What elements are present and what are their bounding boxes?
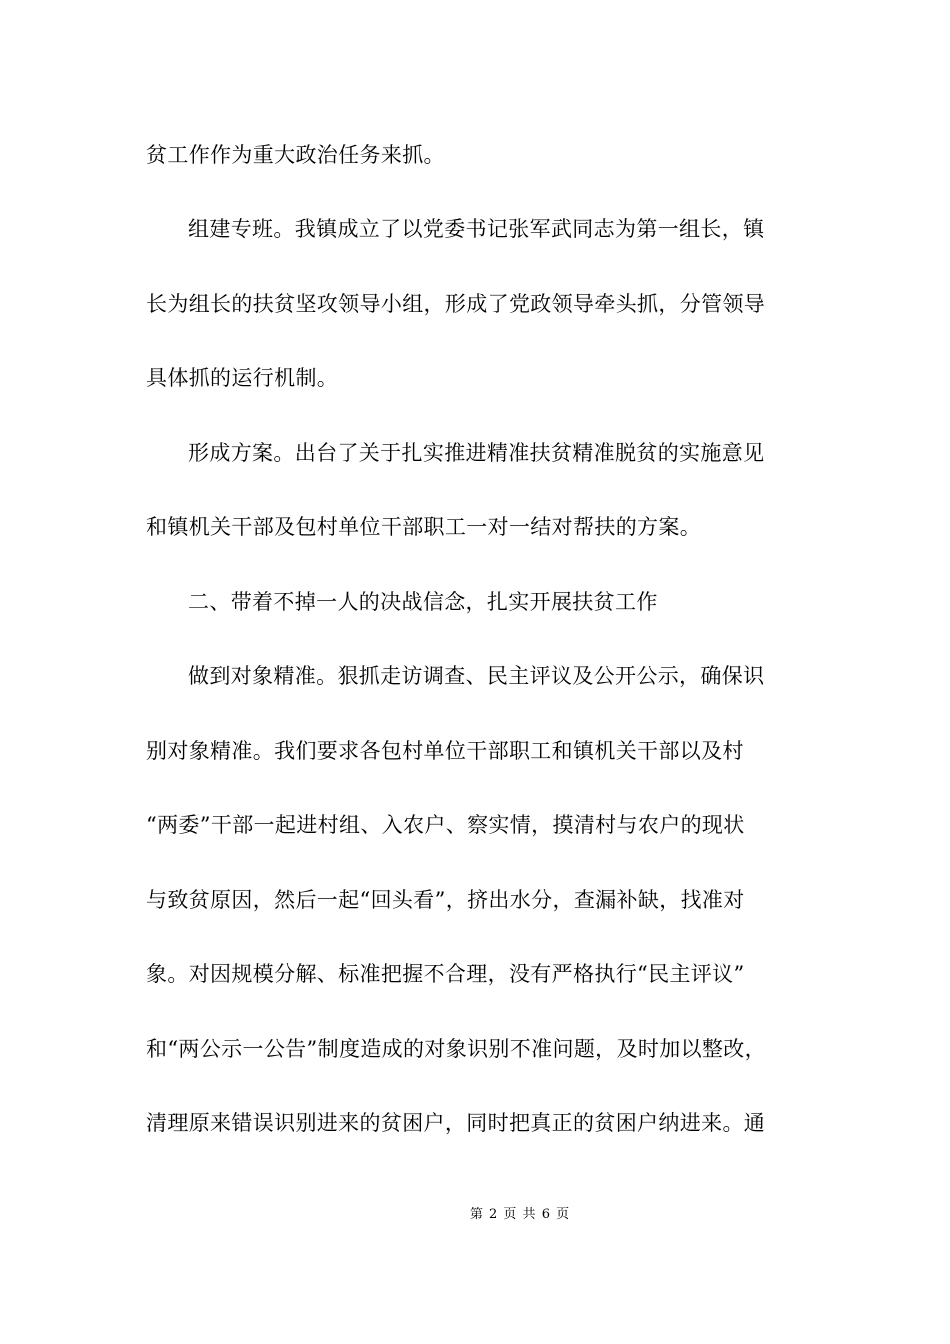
text-line: 组建专班。我镇成立了以党委书记张军武同志为第一组长，镇 <box>188 217 765 241</box>
text-line: 别对象精准。我们要求各包村单位干部职工和镇机关干部以及村 <box>146 739 744 763</box>
text-line: 象。对因规模分解、标准把握不合理，没有严格执行“民主评议” <box>146 962 745 986</box>
text-line: “两委”干部一起进村组、入农户、察实情，摸清村与农户的现状 <box>146 813 745 837</box>
text-line: 做到对象精准。狠抓走访调查、民主评议及公开公示，确保识 <box>188 664 765 688</box>
text-line: 和镇机关干部及包村单位干部职工一对一结对帮扶的方案。 <box>146 515 702 539</box>
page-number-footer: 第 2 页 共 6 页 <box>469 1207 571 1222</box>
text-line: 具体抓的运行机制。 <box>146 366 339 390</box>
text-line: 贫工作作为重大政治任务来抓。 <box>146 143 445 167</box>
text-line: 与致贫原因，然后一起“回头看”，挤出水分，查漏补缺，找准对 <box>146 888 745 912</box>
text-line: 长为组长的扶贫坚攻领导小组，形成了党政领导牵头抓，分管领导 <box>146 292 766 316</box>
text-line: 和“两公示一公告”制度造成的对象识别不准问题，及时加以整改， <box>146 1037 766 1061</box>
text-line: 清理原来错误识别进来的贫困户，同时把真正的贫困户纳进来。通 <box>146 1111 766 1135</box>
text-line: 形成方案。出台了关于扎实推进精准扶贫精准脱贫的实施意见 <box>188 441 765 465</box>
section-heading: 二、带着不掉一人的决战信念，扎实开展扶贫工作 <box>188 590 658 614</box>
